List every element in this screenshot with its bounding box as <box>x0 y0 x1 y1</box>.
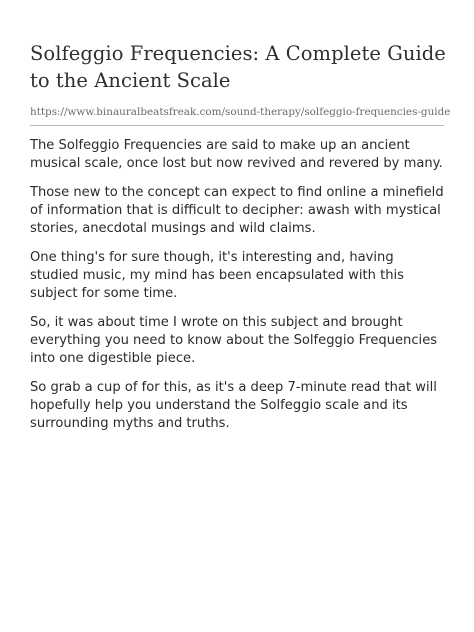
source-url: https://www.binauralbeatsfreak.com/sound-therapy/solfeggio-frequencies-guide <box>30 106 451 118</box>
paragraph: One thing's for sure though, it's interesting and, having studied music, my mind has been encapsulated with this subject for some time. <box>30 250 404 301</box>
article-body <box>30 137 446 433</box>
divider <box>30 125 444 126</box>
paragraph: So grab a cup of for this, as it's a deep 7-minute read that will hopefully help you understand the Solfeggio scale and its surrounding myths and truths. <box>30 380 437 431</box>
article-title: Solfeggio Frequencies: A Complete Guide to the Ancient Scale <box>30 42 446 92</box>
paragraph: Those new to the concept can expect to find online a minefield of information that is difficult to decipher: awash with mystical stories, anecdotal musings and wild claims. <box>30 185 444 236</box>
article <box>30 0 451 433</box>
paragraph: So, it was about time I wrote on this subject and brought everything you need to know about the Solfeggio Frequencies into one digestible piece. <box>30 315 438 366</box>
paragraph: The Solfeggio Frequencies are said to make up an ancient musical scale, once lost but now revived and revered by many. <box>30 138 443 171</box>
